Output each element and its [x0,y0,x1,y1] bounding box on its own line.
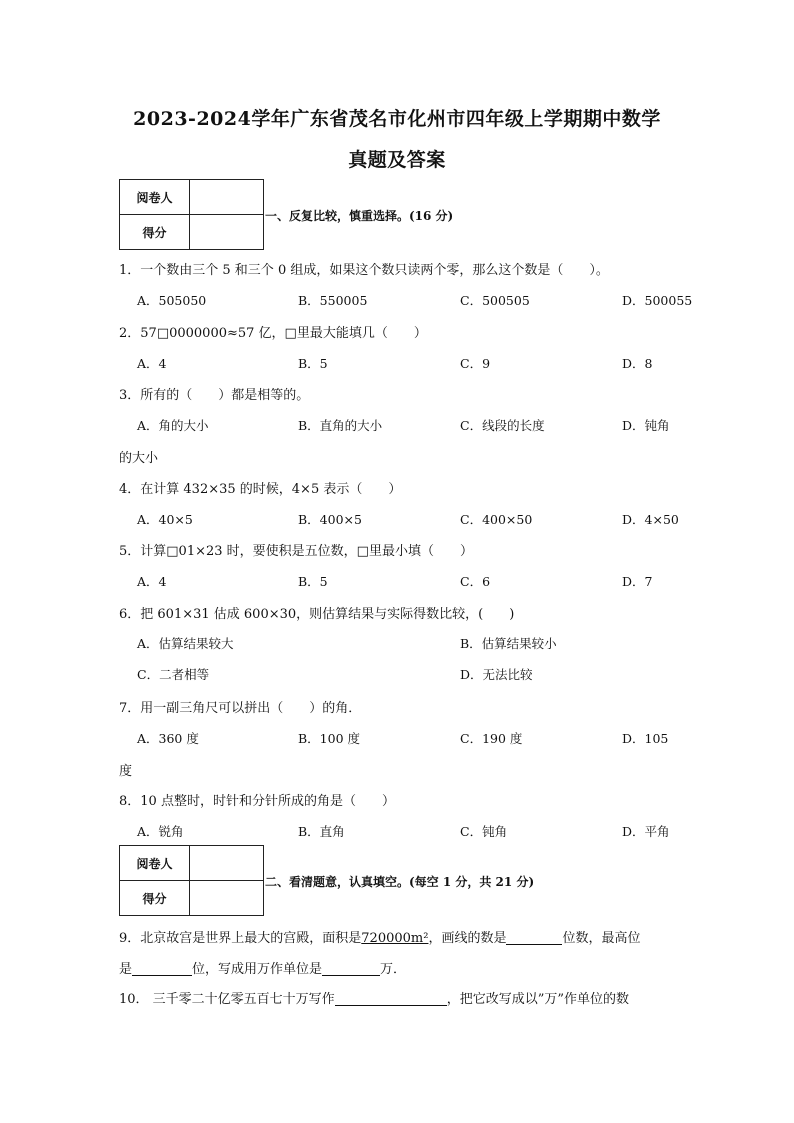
question-10-text: 10． 三千零二十亿零五百七十万写作 [119,992,335,1007]
question-1: 1．一个数由三个 5 和三个 0 组成，如果这个数只读两个零，那么这个数是（ ）。 [119,263,609,278]
option-c: C．二者相等 [137,667,210,682]
area-value: 720000m² [361,931,429,946]
question-9 [119,927,640,946]
option-b: B．400×5 [298,512,362,527]
question-2: 2．57□0000000≈57 亿，□里最大能填几（ ） [119,326,427,341]
question-9-text: 万． [380,962,407,977]
question-9-text: 9．北京故宫是世界上最大的宫殿，面积是 [119,931,362,946]
score-label: 得分 [120,215,190,249]
option-b: B．直角的大小 [298,418,383,433]
option-b: B．100 度 [298,731,361,746]
reviewer-field[interactable] [190,180,263,215]
reviewer-label: 阅卷人 [120,846,190,881]
score-field[interactable] [190,215,263,249]
option-b: B．5 [298,356,328,371]
answer-blank[interactable] [506,930,562,945]
grader-box-2 [119,845,264,916]
option-d-continued: 的大小 [119,451,159,466]
option-d: D．钝角 [622,418,670,433]
question-4: 4．在计算 432×35 的时候，4×5 表示（ ） [119,482,402,497]
question-9-continued [119,958,406,977]
question-9-text: 位，写成用万作单位是 [192,962,323,977]
reviewer-field[interactable] [190,846,263,881]
option-c: C．190 度 [460,731,523,746]
option-d-continued: 度 [119,764,133,779]
question-9-text: 是 [119,962,133,977]
option-b: B．5 [298,574,328,589]
question-10 [119,988,629,1007]
option-c: C．400×50 [460,512,533,527]
option-d: D．平角 [622,824,670,839]
question-5: 5．计算□01×23 时，要使积是五位数，□里最小填（ ） [119,544,473,559]
score-label: 得分 [120,881,190,915]
page-title: 2023-2024学年广东省茂名市化州市四年级上学期期中数学 [133,108,661,130]
question-10-text: ，把它改写成以”万”作单位的数 [446,992,629,1007]
question-7: 7．用一副三角尺可以拼出（ ）的角． [119,701,362,716]
option-d: D．4×50 [622,512,679,527]
option-c: C．500505 [460,293,530,308]
option-a: A．505050 [137,293,207,308]
option-c: C．9 [460,356,491,371]
option-d: D．500055 [622,293,693,308]
option-d: D．105 [622,731,669,746]
option-a: A．40×5 [137,512,193,527]
option-c: C．6 [460,574,491,589]
option-a: A．锐角 [137,824,184,839]
section-heading-2: 二、看清题意，认真填空。(每空 1 分，共 21 分) [265,875,535,889]
option-d: D．8 [622,356,653,371]
question-9-text: ，画线的数是 [428,931,507,946]
question-3: 3．所有的（ ）都是相等的。 [119,388,310,403]
option-b: B．550005 [298,293,368,308]
question-8: 8．10 点整时，时针和分针所成的角是（ ） [119,794,395,809]
option-d: D．7 [622,574,653,589]
option-c: C．钝角 [460,824,508,839]
option-a: A．4 [137,574,167,589]
answer-blank[interactable] [322,961,380,976]
option-a: A．4 [137,356,167,371]
question-6: 6．把 601×31 估成 600×30，则估算结果与实际得数比较，( ) [119,607,515,622]
option-c: C．线段的长度 [460,418,545,433]
option-a: A．估算结果较大 [137,636,234,651]
answer-blank[interactable] [335,991,447,1006]
answer-blank[interactable] [132,961,192,976]
grader-box-1 [119,179,264,250]
option-a: A．角的大小 [137,418,209,433]
question-9-text: 位数，最高位 [562,931,641,946]
section-heading-1: 一、反复比较，慎重选择。(16 分) [265,209,454,223]
option-a: A．360 度 [137,731,199,746]
reviewer-label: 阅卷人 [120,180,190,215]
option-b: B．直角 [298,824,345,839]
score-field[interactable] [190,881,263,915]
option-b: B．估算结果较小 [460,636,557,651]
page-subtitle: 真题及答案 [348,149,446,171]
option-d: D．无法比较 [460,667,533,682]
